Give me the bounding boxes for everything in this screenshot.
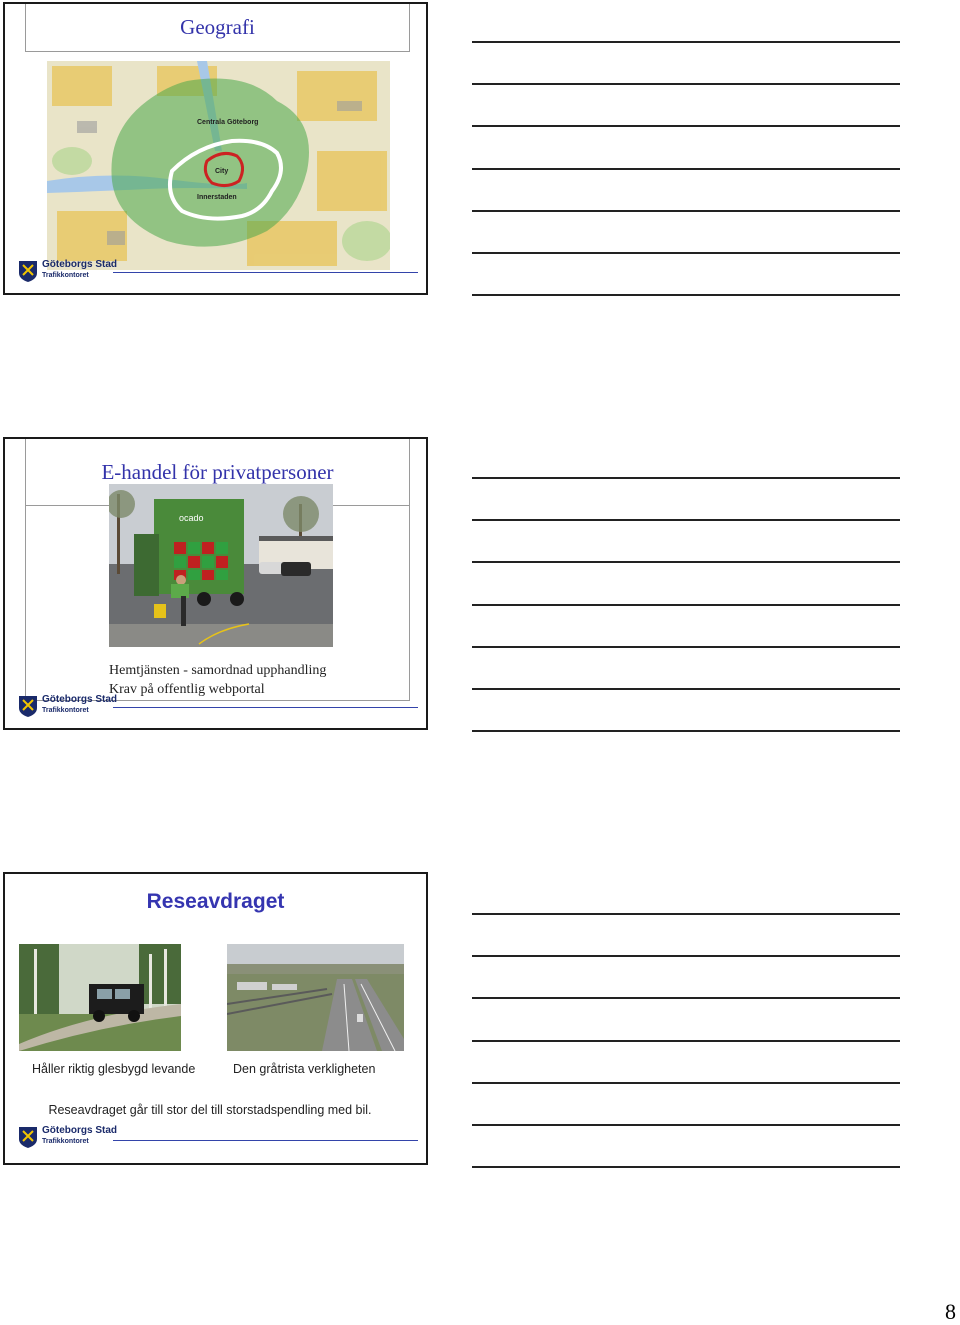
note-line [472,168,900,170]
logo-name: Göteborgs Stad [42,694,118,705]
note-line [472,125,900,127]
note-line [472,294,900,296]
note-line [472,1082,900,1084]
map-image [47,61,390,270]
slide-title: Reseavdraget [146,890,285,913]
note-line [472,252,900,254]
slide-geografi [3,2,428,295]
goteborg-logo [17,259,118,285]
highway-photo [227,944,404,1051]
left-caption: Håller riktig glesbygd levande [32,1062,196,1076]
van-brand-text: ocado [179,513,204,523]
note-line [472,730,900,732]
map-label-north: Centrala Göteborg [197,119,259,126]
note-line [472,519,900,521]
note-line [472,41,900,43]
slide-title: Geografi [180,15,255,39]
goteborg-logo [17,1125,118,1151]
logo-department: Trafikkontoret [42,1138,89,1145]
bullet-2: Krav på offentlig webportal [109,682,265,697]
slide-reseavdraget [3,872,428,1165]
bullet-1: Hemtjänsten - samordnad upphandling [109,663,327,678]
right-caption: Den gråtrista verkligheten [233,1062,376,1076]
note-line [472,561,900,563]
note-line [472,913,900,915]
footer-rule [113,707,418,708]
city-emblem-icon [17,259,39,283]
note-line [472,646,900,648]
city-emblem-icon [17,694,39,718]
slide-title-box [25,4,410,52]
page-number: 8 [945,1299,956,1324]
logo-department: Trafikkontoret [42,707,89,714]
goteborg-logo [17,694,118,720]
footer-rule [113,272,418,273]
vintage-car-photo [19,944,181,1051]
map-label-city: City [215,168,229,175]
footer-rule [113,1140,418,1141]
note-line [472,997,900,999]
slide-ehandel [3,437,428,730]
note-line [472,83,900,85]
bottom-text: Reseavdraget går till stor del till storstadspendling med bil. [48,1103,372,1117]
delivery-van-photo [109,484,333,647]
note-line [472,688,900,690]
note-line [472,210,900,212]
note-line [472,1040,900,1042]
slide-title: E-handel för privatpersoner [101,459,334,484]
map-label-south: Innerstaden [197,194,237,201]
logo-name: Göteborgs Stad [42,259,118,270]
note-line [472,1124,900,1126]
slide-title-area [5,890,426,914]
logo-department: Trafikkontoret [42,272,89,279]
note-line [472,955,900,957]
note-line [472,477,900,479]
logo-name: Göteborgs Stad [42,1125,118,1136]
note-line [472,1166,900,1168]
city-emblem-icon [17,1125,39,1149]
note-line [472,604,900,606]
